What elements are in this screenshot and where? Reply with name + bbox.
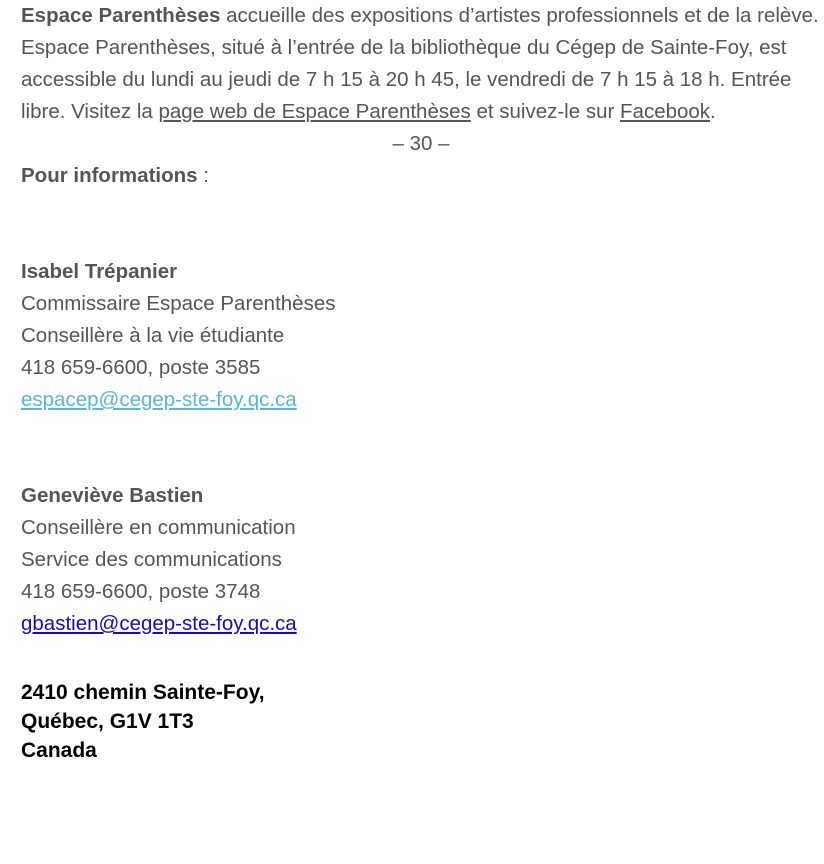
end-separator: – 30 – (392, 132, 450, 155)
contact-role: Conseillère à la vie étudiante (21, 324, 285, 347)
spacer (21, 192, 824, 256)
contact-name: Isabel Trépanier (21, 260, 178, 283)
info-label: Pour informations (21, 164, 198, 187)
contact-name: Geneviève Bastien (21, 484, 204, 507)
contact-card-1 (21, 256, 824, 416)
contact-email-link[interactable]: espacep@cegep-ste-foy.qc.ca (21, 388, 297, 411)
spacer (21, 416, 824, 480)
address-line-2: Québec, G1V 1T3 (21, 710, 194, 733)
info-heading (21, 160, 824, 192)
intro-paragraph (21, 0, 821, 128)
intro-text-2: et suivez-le sur (470, 100, 621, 123)
org-name: Espace Parenthèses (21, 4, 221, 27)
contact-role: Service des communications (21, 548, 282, 571)
contact-phone: 418 659-6600, poste 3585 (21, 356, 261, 379)
contact-phone: 418 659-6600, poste 3748 (21, 580, 261, 603)
contact-email-link[interactable]: gbastien@cegep-ste-foy.qc.ca (21, 612, 297, 635)
contact-title: Conseillère en communication (21, 516, 296, 539)
contact-title: Commissaire Espace Parenthèses (21, 292, 336, 315)
spacer (21, 640, 824, 678)
intro-text-3: . (710, 100, 716, 123)
address-line-1: 2410 chemin Sainte-Foy, (21, 681, 265, 704)
info-colon: : (197, 164, 209, 187)
contact-card-2 (21, 480, 824, 640)
postal-address (21, 678, 824, 765)
intro-text-1: accueille des expositions d’artistes professionnels et de la relève. Espace Parenthèses, situé à l’entrée de la bibliothèque du Cégep de Sainte-Foy, est accessible du lundi au jeudi de 7 h 15 à 20 h 45, le vendredi de 7 h 15 à 18 h. Entrée libre. Visitez la (21, 4, 819, 123)
espace-web-page-link[interactable]: page web de Espace Parenthèses (158, 100, 471, 123)
address-line-3: Canada (21, 739, 97, 762)
facebook-link[interactable]: Facebook (620, 100, 711, 123)
